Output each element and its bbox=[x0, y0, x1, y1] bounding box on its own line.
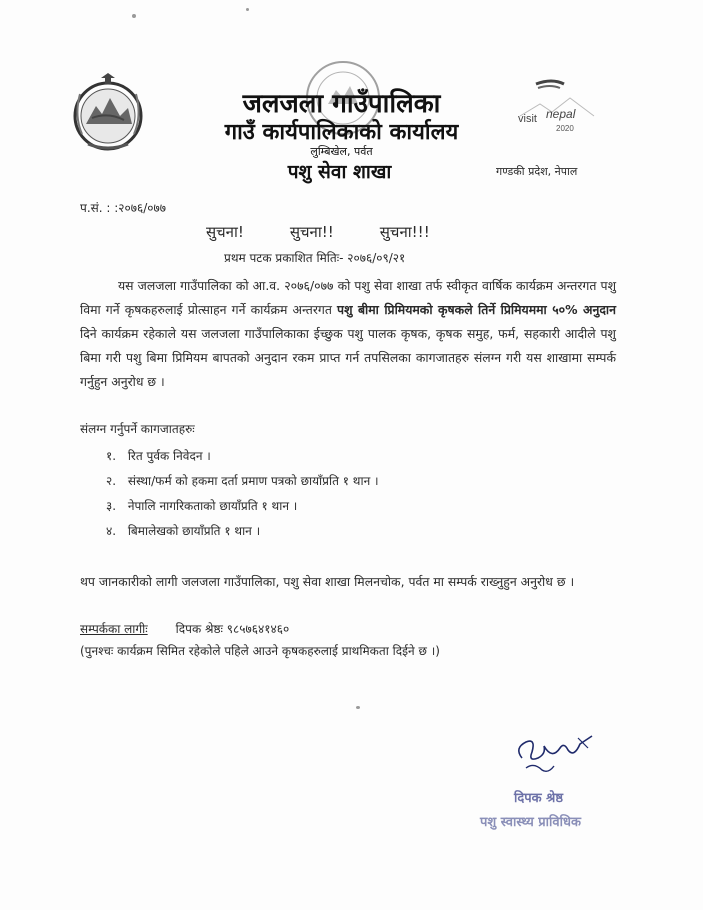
more-info-text: थप जानकारीको लागी जलजला गाउँपालिका, पशु सेवा शाखा मिलनचोक, पर्वत मा सम्पर्क राख्नुहुन अनुरोध छ । bbox=[80, 574, 575, 589]
scan-speck bbox=[246, 8, 249, 11]
list-item bbox=[106, 469, 379, 494]
office-name: गाउँ कार्यपालिकाको कार्यालय bbox=[224, 120, 459, 145]
list-item-text: बिमालेखको छायाँप्रति १ थान । bbox=[127, 524, 261, 538]
signatory-title: पशु स्वास्थ्य प्राविधिक bbox=[480, 815, 581, 830]
list-item-text: रित पुर्वक निवेदन । bbox=[127, 449, 211, 463]
scan-speck bbox=[356, 706, 360, 709]
province-label: गण्डकी प्रदेश, नेपाल bbox=[496, 165, 578, 178]
paragraph-text: दिने कार्यक्रम रहेकाले यस जलजला गाउँपालिकाका ईच्छुक पशु पालक कृषक, कृषक समुह, फर्म, सहकारी आदीले पशु बिमा गरी पशु बिमा प्रिमियम बापतको अनुदान रकम प्राप्त गर्न तपसिलका कागजातहरु संलग्न गरी यस शाखामा सम्पर्क गर्नुहुन अनुरोध छ । bbox=[80, 326, 616, 389]
list-item-text: नेपालि नागरिकताको छायाँप्रति १ थान । bbox=[127, 499, 298, 513]
contact-value: दिपक श्रेष्ठः ९८५७६४१४६० bbox=[175, 622, 290, 636]
section-name: पशु सेवा शाखा bbox=[287, 161, 392, 183]
office-address: लुम्बिखेल, पर्वत bbox=[310, 145, 373, 158]
notice-word: सुचना!! bbox=[289, 223, 334, 241]
list-item-number: २. bbox=[106, 474, 117, 488]
published-date: प्रथम पटक प्रकाशित मितिः- २०७६/०९/२१ bbox=[224, 251, 406, 265]
contact-label: सम्पर्कका लागीः bbox=[80, 622, 148, 636]
main-paragraph bbox=[80, 274, 616, 394]
list-item-number: ४. bbox=[106, 524, 117, 538]
list-item-text: संस्था/फर्म को हकमा दर्ता प्रमाण पत्रको छायाँप्रति १ थान । bbox=[127, 474, 379, 488]
reference-number: प.सं. : :२०७६/०७७ bbox=[80, 201, 166, 215]
paragraph-text: यस जलजला गाउँपालिका को आ.व. २०७६/०७७ को पशु सेवा शाखा तर्फ स्वीकृत वार्षिक कार्यक्रम अन्तरगत पशु विमा गर्ने कृषकहरुलाई प्रोत्साहन गर्ने कार्यक्रम अन्तरगत bbox=[80, 278, 616, 317]
visit-logo-word1: visit bbox=[518, 113, 537, 125]
municipality-name: जलजला गाउँपालिका bbox=[242, 89, 441, 119]
scan-speck bbox=[132, 14, 136, 18]
signatory-name: दिपक श्रेष्ठ bbox=[514, 791, 564, 806]
postscript-note: (पुनश्चः कार्यक्रम सिमित रहेकोले पहिले आउने कृषकहरुलाई प्राथमिकता दिईने छ ।) bbox=[80, 644, 440, 658]
list-item bbox=[106, 444, 379, 469]
visit-logo-year: 2020 bbox=[556, 124, 574, 133]
list-item-number: ३. bbox=[106, 499, 117, 513]
list-item bbox=[106, 494, 379, 519]
notice-heading bbox=[206, 222, 506, 242]
list-item-number: १. bbox=[106, 449, 117, 463]
documents-list bbox=[106, 444, 379, 544]
contact-line bbox=[80, 620, 289, 637]
list-item bbox=[106, 519, 379, 544]
signature-scribble bbox=[508, 728, 600, 784]
documents-label: संलग्न गर्नुपर्ने कागजातहरुः bbox=[80, 422, 195, 436]
notice-word: सुचना!!! bbox=[379, 223, 430, 241]
paragraph-highlight: पशु बीमा प्रिमियमको कृषकले तिर्ने प्रिमियममा ५०% अनुदान bbox=[337, 302, 616, 317]
visit-logo-word2: nepal bbox=[546, 107, 576, 121]
notice-word: सुचना! bbox=[206, 223, 244, 241]
visit-nepal-logo bbox=[516, 76, 598, 140]
